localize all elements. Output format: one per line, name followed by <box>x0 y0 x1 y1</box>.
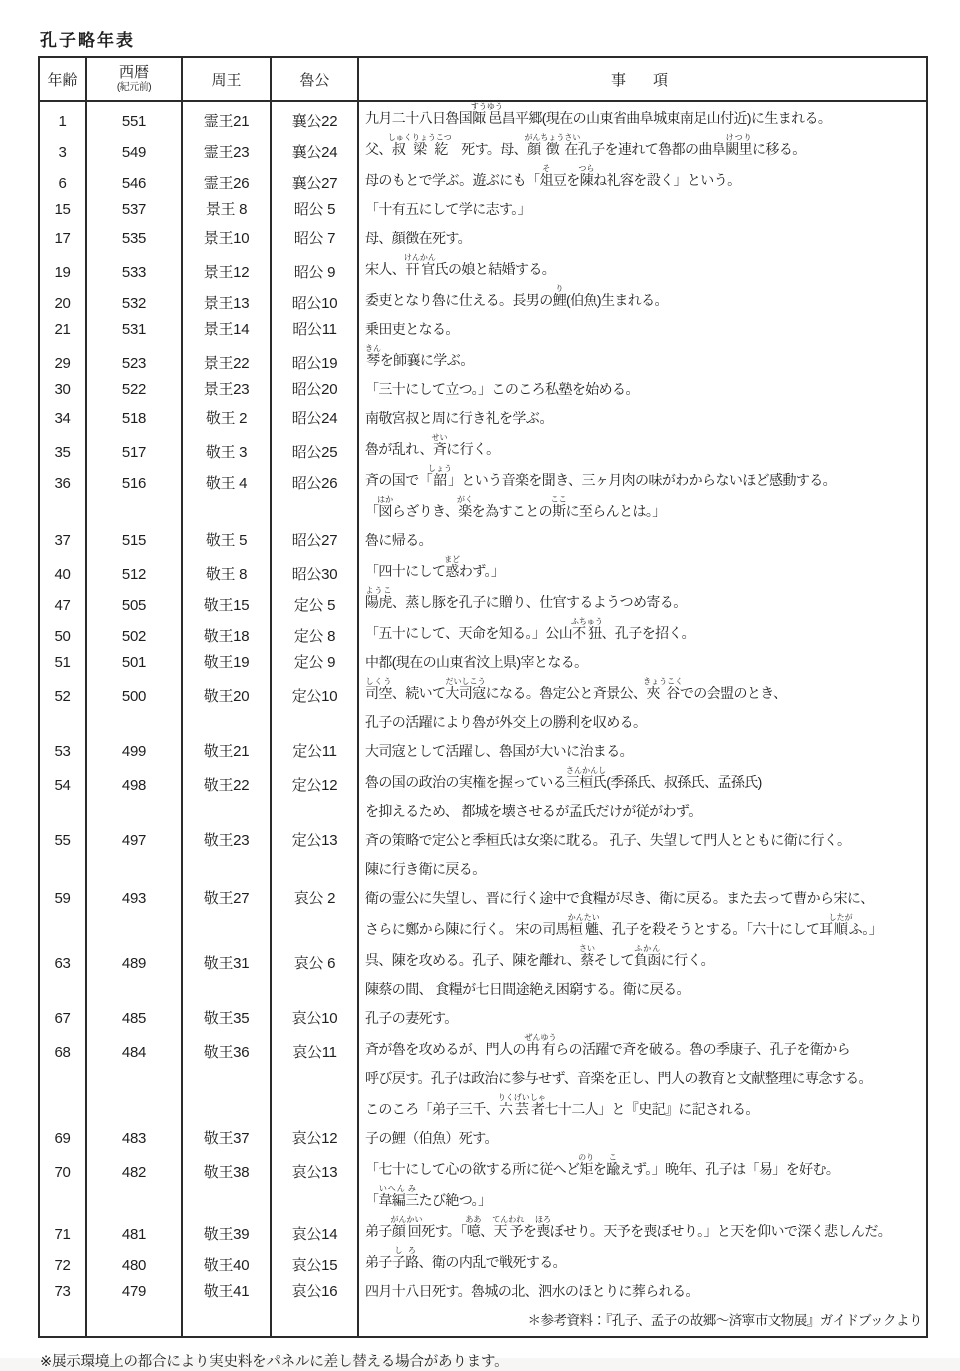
year-cell: 537 <box>86 195 182 224</box>
events-cell <box>358 224 927 253</box>
events-cell <box>358 133 927 164</box>
year-cell: 500 <box>86 677 182 737</box>
event-line: 母のもとで学ぶ。遊ぶにも「俎そ豆を陳つらね礼容を設く」という。 <box>365 164 741 188</box>
zhou-king-cell: 景王14 <box>182 315 271 344</box>
table-row <box>39 737 927 766</box>
source-note: ＊参考資料：『孔子、孟子の故郷～済寧市文物展』ガイドブックより <box>358 1306 927 1337</box>
age-cell: 20 <box>54 295 71 312</box>
age-cell: 63 <box>54 955 71 972</box>
header-year-subnote: (紀元前) <box>116 81 152 93</box>
header-year-label: 西暦 <box>118 64 149 82</box>
zhou-king-cell: 敬王31 <box>182 944 271 1004</box>
table-row <box>39 315 927 344</box>
table-row <box>39 433 927 464</box>
age-cell: 47 <box>54 597 71 614</box>
event-line: 魯が乱れ、斉せいに行く。 <box>365 433 500 457</box>
age-cell: 59 <box>54 890 71 907</box>
event-line: 斉の策略で定公と季桓氏は女楽に耽る。 孔子、失望して門人とともに衛に行く。 <box>365 832 851 848</box>
age-cell: 35 <box>54 444 71 461</box>
zhou-king-cell: 敬王36 <box>182 1033 271 1124</box>
table-row <box>39 164 927 195</box>
zhou-king-cell: 敬王35 <box>182 1004 271 1033</box>
lu-duke-cell: 哀公 2 <box>271 884 358 944</box>
age-cell: 69 <box>54 1130 71 1147</box>
events-cell <box>358 253 927 284</box>
table-row <box>39 404 927 433</box>
event-line: このころ「弟子三千、六芸者りくげいしゃ七十二人」と『史記』に記される。 <box>365 1093 759 1117</box>
event-line: を抑えるため、 都城を壊させるが孟氏だけが従がわず。 <box>365 803 702 819</box>
events-cell <box>358 1277 927 1306</box>
header-age: 年齢 <box>47 71 78 89</box>
lu-duke-cell: 昭公11 <box>271 315 358 344</box>
table-row <box>39 195 927 224</box>
events-cell <box>358 526 927 555</box>
events-cell <box>358 586 927 617</box>
zhou-king-cell: 敬王40 <box>182 1246 271 1277</box>
table-row <box>39 1004 927 1033</box>
event-line: 呉、陳を攻める。孔子、陳を離れ、蔡さいそして負函ふかんに行く。 <box>365 944 714 968</box>
lu-duke-cell: 昭公27 <box>271 526 358 555</box>
year-cell: 499 <box>86 737 182 766</box>
lu-duke-cell: 哀公 6 <box>271 944 358 1004</box>
events-cell <box>358 464 927 526</box>
events-cell <box>358 617 927 648</box>
table-row <box>39 464 927 526</box>
zhou-king-cell: 敬王21 <box>182 737 271 766</box>
lu-duke-cell: 哀公12 <box>271 1124 358 1153</box>
table-row <box>39 617 927 648</box>
events-cell <box>358 677 927 737</box>
table-row <box>39 284 927 315</box>
event-line: 魯に帰る。 <box>365 532 432 548</box>
age-cell: 70 <box>54 1164 71 1181</box>
year-cell: 479 <box>86 1277 182 1306</box>
events-cell <box>358 315 927 344</box>
age-cell: 30 <box>54 381 71 398</box>
events-cell <box>358 1215 927 1246</box>
event-line: 弟子子路しろ、衛の内乱で戦死する。 <box>365 1246 567 1270</box>
event-line: 母、顔徴在死す。 <box>365 230 472 246</box>
event-line: 「韋編いへん三みたび絶つ。」 <box>365 1184 492 1208</box>
table-row <box>39 375 927 404</box>
year-cell: 518 <box>86 404 182 433</box>
lu-duke-cell: 哀公14 <box>271 1215 358 1246</box>
zhou-king-cell: 霊王21 <box>182 101 271 133</box>
lu-duke-cell: 哀公11 <box>271 1033 358 1124</box>
display-footnote: ※展示環境上の都合により実史料をパネルに差し替える場合があります。 <box>40 1354 509 1370</box>
lu-duke-cell: 哀公15 <box>271 1246 358 1277</box>
year-cell: 481 <box>86 1215 182 1246</box>
source-note-row <box>39 1306 927 1337</box>
zhou-king-cell: 敬王38 <box>182 1153 271 1215</box>
age-cell: 40 <box>54 566 71 583</box>
event-line: 孔子の活躍により魯が外交上の勝利を収める。 <box>365 714 647 730</box>
events-cell <box>358 284 927 315</box>
event-line: 「十有五にして学に志す。」 <box>365 201 532 217</box>
year-cell: 489 <box>86 944 182 1004</box>
events-cell <box>358 195 927 224</box>
year-cell: 531 <box>86 315 182 344</box>
zhou-king-cell: 霊王26 <box>182 164 271 195</box>
zhou-king-cell: 敬王 3 <box>182 433 271 464</box>
lu-duke-cell: 昭公26 <box>271 464 358 526</box>
age-cell: 29 <box>54 355 71 372</box>
zhou-king-cell: 敬王22 <box>182 766 271 826</box>
year-cell: 501 <box>86 648 182 677</box>
event-line: 呼び戻す。孔子は政治に参与せず、音楽を正し、門人の教育と文献整理に専念する。 <box>365 1070 872 1086</box>
zhou-king-cell: 景王22 <box>182 344 271 375</box>
age-cell: 15 <box>54 201 71 218</box>
age-cell: 34 <box>54 410 71 427</box>
event-line: 「五十にして、天命を知る。」公山不狃ふちゅう、孔子を招く。 <box>365 617 696 641</box>
event-line: 孔子の妻死す。 <box>365 1010 458 1026</box>
event-line: 南敬宮叔と周に行き礼を学ぶ。 <box>365 410 553 426</box>
lu-duke-cell: 昭公 9 <box>271 253 358 284</box>
lu-duke-cell: 昭公24 <box>271 404 358 433</box>
zhou-king-cell: 景王13 <box>182 284 271 315</box>
event-line: 弟子顔回がんかい死す。「噫ああ、天予てんわれを喪ほろぼせり。天予を喪ぼせり。」と天を仰いで深く悲しんだ。 <box>365 1215 892 1239</box>
year-cell: 549 <box>86 133 182 164</box>
year-cell: 482 <box>86 1153 182 1215</box>
age-cell: 3 <box>58 144 67 161</box>
lu-duke-cell: 昭公25 <box>271 433 358 464</box>
age-cell: 67 <box>54 1010 71 1027</box>
table-row <box>39 826 927 884</box>
table-body <box>39 101 927 1306</box>
table-row <box>39 1153 927 1215</box>
zhou-king-cell: 敬王 4 <box>182 464 271 526</box>
zhou-king-cell: 敬王37 <box>182 1124 271 1153</box>
lu-duke-cell: 昭公 5 <box>271 195 358 224</box>
year-cell: 532 <box>86 284 182 315</box>
lu-duke-cell: 昭公30 <box>271 555 358 586</box>
events-cell <box>358 1153 927 1215</box>
year-cell: 523 <box>86 344 182 375</box>
lu-duke-cell: 定公 5 <box>271 586 358 617</box>
header-year <box>86 57 182 101</box>
event-line: 九月二十八日魯国陬邑すうゆう昌平郷(現在の山東省曲阜城東南足山付近)に生まれる。 <box>365 102 832 126</box>
event-line: 斉の国で「韶しょう」という音楽を聞き、三ヶ月肉の味がわからないほど感動する。 <box>365 464 837 488</box>
events-cell <box>358 766 927 826</box>
table-row <box>39 1215 927 1246</box>
event-line: 「三十にして立つ。」このころ私塾を始める。 <box>365 381 639 397</box>
table-row <box>39 884 927 944</box>
zhou-king-cell: 敬王20 <box>182 677 271 737</box>
year-cell: 533 <box>86 253 182 284</box>
lu-duke-cell: 哀公13 <box>271 1153 358 1215</box>
table-row <box>39 648 927 677</box>
event-line: 魯の国の政治の実権を握っている三桓氏さんかんし(季孫氏、叔孫氏、孟孫氏) <box>365 766 762 790</box>
lu-duke-cell: 襄公24 <box>271 133 358 164</box>
year-cell: 505 <box>86 586 182 617</box>
year-cell: 484 <box>86 1033 182 1124</box>
year-cell: 512 <box>86 555 182 586</box>
event-line: さらに鄭から陳に行く。 宋の司馬桓魋かんたい、孔子を殺そうとする。「六十にして耳順したがふ。」 <box>365 913 883 937</box>
lu-duke-cell: 昭公20 <box>271 375 358 404</box>
table-row <box>39 944 927 1004</box>
page-title: 孔子略年表 <box>40 31 135 50</box>
zhou-king-cell: 敬王 2 <box>182 404 271 433</box>
zhou-king-cell: 敬王19 <box>182 648 271 677</box>
age-cell: 6 <box>58 175 67 192</box>
lu-duke-cell: 襄公22 <box>271 101 358 133</box>
age-cell: 50 <box>54 628 71 645</box>
events-cell <box>358 737 927 766</box>
year-cell: 517 <box>86 433 182 464</box>
table-row <box>39 555 927 586</box>
year-cell: 515 <box>86 526 182 555</box>
age-cell: 71 <box>54 1226 71 1243</box>
age-cell: 73 <box>54 1283 71 1300</box>
age-cell: 37 <box>54 532 71 549</box>
table-row <box>39 586 927 617</box>
lu-duke-cell: 昭公19 <box>271 344 358 375</box>
year-cell: 497 <box>86 826 182 884</box>
age-cell: 51 <box>54 654 71 671</box>
zhou-king-cell: 敬王 8 <box>182 555 271 586</box>
table-row <box>39 133 927 164</box>
zhou-king-cell: 景王23 <box>182 375 271 404</box>
event-line: 琴きんを師襄に学ぶ。 <box>365 344 474 368</box>
zhou-king-cell: 敬王18 <box>182 617 271 648</box>
age-cell: 19 <box>54 264 71 281</box>
year-cell: 493 <box>86 884 182 944</box>
zhou-king-cell: 敬王15 <box>182 586 271 617</box>
event-line: 「四十にして惑まどわず。」 <box>365 555 505 579</box>
header-zhou-king: 周王 <box>182 57 271 101</box>
zhou-king-cell: 敬王39 <box>182 1215 271 1246</box>
table-row <box>39 1124 927 1153</box>
year-cell: 485 <box>86 1004 182 1033</box>
table-row <box>39 224 927 253</box>
age-cell: 72 <box>54 1257 71 1274</box>
events-cell <box>358 1246 927 1277</box>
table-row <box>39 1033 927 1124</box>
events-cell <box>358 884 927 944</box>
events-cell <box>358 555 927 586</box>
year-cell: 535 <box>86 224 182 253</box>
events-cell <box>358 375 927 404</box>
events-cell <box>358 648 927 677</box>
table-row <box>39 766 927 826</box>
zhou-king-cell: 景王10 <box>182 224 271 253</box>
event-line: 乗田吏となる。 <box>365 321 459 337</box>
zhou-king-cell: 敬王41 <box>182 1277 271 1306</box>
table-row <box>39 253 927 284</box>
event-line: 大司寇として活躍し、魯国が大いに治まる。 <box>365 743 633 759</box>
age-cell: 17 <box>54 230 71 247</box>
events-cell <box>358 164 927 195</box>
event-line: 陽虎ようこ、蒸し豚を孔子に贈り、仕官するようつめ寄る。 <box>365 586 687 610</box>
events-cell <box>358 101 927 133</box>
event-line: 子の鯉（伯魚）死す。 <box>365 1130 498 1146</box>
events-cell <box>358 1004 927 1033</box>
lu-duke-cell: 哀公10 <box>271 1004 358 1033</box>
age-cell: 55 <box>54 832 71 849</box>
events-cell <box>358 1124 927 1153</box>
event-line: 陳蔡の間、 食糧が七日間途絶え困窮する。衛に戻る。 <box>365 981 690 997</box>
age-cell: 53 <box>54 743 71 760</box>
event-line: 「七十にして心の欲する所に従へど矩のりを踰こえず。」晩年、孔子は「易」を好む。 <box>365 1153 840 1177</box>
events-cell <box>358 404 927 433</box>
lu-duke-cell: 定公 8 <box>271 617 358 648</box>
event-line: 四月十八日死す。魯城の北、泗水のほとりに葬られる。 <box>365 1283 699 1299</box>
header-row <box>39 57 927 101</box>
age-cell: 21 <box>54 321 71 338</box>
zhou-king-cell: 霊王23 <box>182 133 271 164</box>
age-cell: 68 <box>54 1044 71 1061</box>
lu-duke-cell: 定公10 <box>271 677 358 737</box>
event-line: 「図はからざりき、楽がくを為すことの斯ここに至らんとは。」 <box>365 495 666 519</box>
age-cell: 1 <box>58 113 67 130</box>
lu-duke-cell: 定公13 <box>271 826 358 884</box>
event-line: 斉が魯を攻めるが、門人の冉有ぜんゆうらの活躍で斉を破る。魯の季康子、孔子を衛から <box>365 1033 851 1057</box>
age-cell: 36 <box>54 475 71 492</box>
chronology-table <box>38 56 928 1338</box>
year-cell: 483 <box>86 1124 182 1153</box>
events-cell <box>358 944 927 1004</box>
lu-duke-cell: 昭公 7 <box>271 224 358 253</box>
lu-duke-cell: 昭公10 <box>271 284 358 315</box>
header-events: 事 項 <box>358 57 927 101</box>
table-row <box>39 101 927 133</box>
events-cell <box>358 344 927 375</box>
year-cell: 522 <box>86 375 182 404</box>
age-cell: 54 <box>54 777 71 794</box>
table-row <box>39 677 927 737</box>
table-row <box>39 344 927 375</box>
year-cell: 502 <box>86 617 182 648</box>
header-lu-duke: 魯公 <box>271 57 358 101</box>
event-line: 衛の霊公に失望し、晋に行く途中で食糧が尽き、衛に戻る。また去って曹から宋に、 <box>365 890 874 906</box>
table-row <box>39 1246 927 1277</box>
lu-duke-cell: 定公12 <box>271 766 358 826</box>
events-cell <box>358 433 927 464</box>
table-row <box>39 1277 927 1306</box>
event-line: 陳に行き衛に戻る。 <box>365 861 486 877</box>
zhou-king-cell: 敬王 5 <box>182 526 271 555</box>
event-line: 宋人、幵官けんかん氏の娘と結婚する。 <box>365 253 556 277</box>
lu-duke-cell: 定公11 <box>271 737 358 766</box>
zhou-king-cell: 敬王23 <box>182 826 271 884</box>
event-line: 委吏となり魯に仕える。長男の鯉り(伯魚)生まれる。 <box>365 284 668 308</box>
year-cell: 546 <box>86 164 182 195</box>
event-line: 中都(現在の山東省汶上県)宰となる。 <box>365 654 588 670</box>
year-cell: 480 <box>86 1246 182 1277</box>
lu-duke-cell: 哀公16 <box>271 1277 358 1306</box>
events-cell <box>358 1033 927 1124</box>
zhou-king-cell: 景王12 <box>182 253 271 284</box>
zhou-king-cell: 景王 8 <box>182 195 271 224</box>
year-cell: 551 <box>86 101 182 133</box>
event-line: 司空しくう、続いて大司寇だいしこうになる。魯定公と斉景公、夾谷きょうこくでの会盟のとき、 <box>365 677 787 701</box>
event-line: 父、叔梁紇しゅくりょうこつ 死す。母、顔徴在がんちょうさい孔子を連れて魯都の曲阜闕里けつりに移る。 <box>365 133 806 157</box>
events-cell <box>358 826 927 884</box>
table-row <box>39 526 927 555</box>
year-cell: 498 <box>86 766 182 826</box>
zhou-king-cell: 敬王27 <box>182 884 271 944</box>
year-cell: 516 <box>86 464 182 526</box>
lu-duke-cell: 襄公27 <box>271 164 358 195</box>
age-cell: 52 <box>54 688 71 705</box>
lu-duke-cell: 定公 9 <box>271 648 358 677</box>
